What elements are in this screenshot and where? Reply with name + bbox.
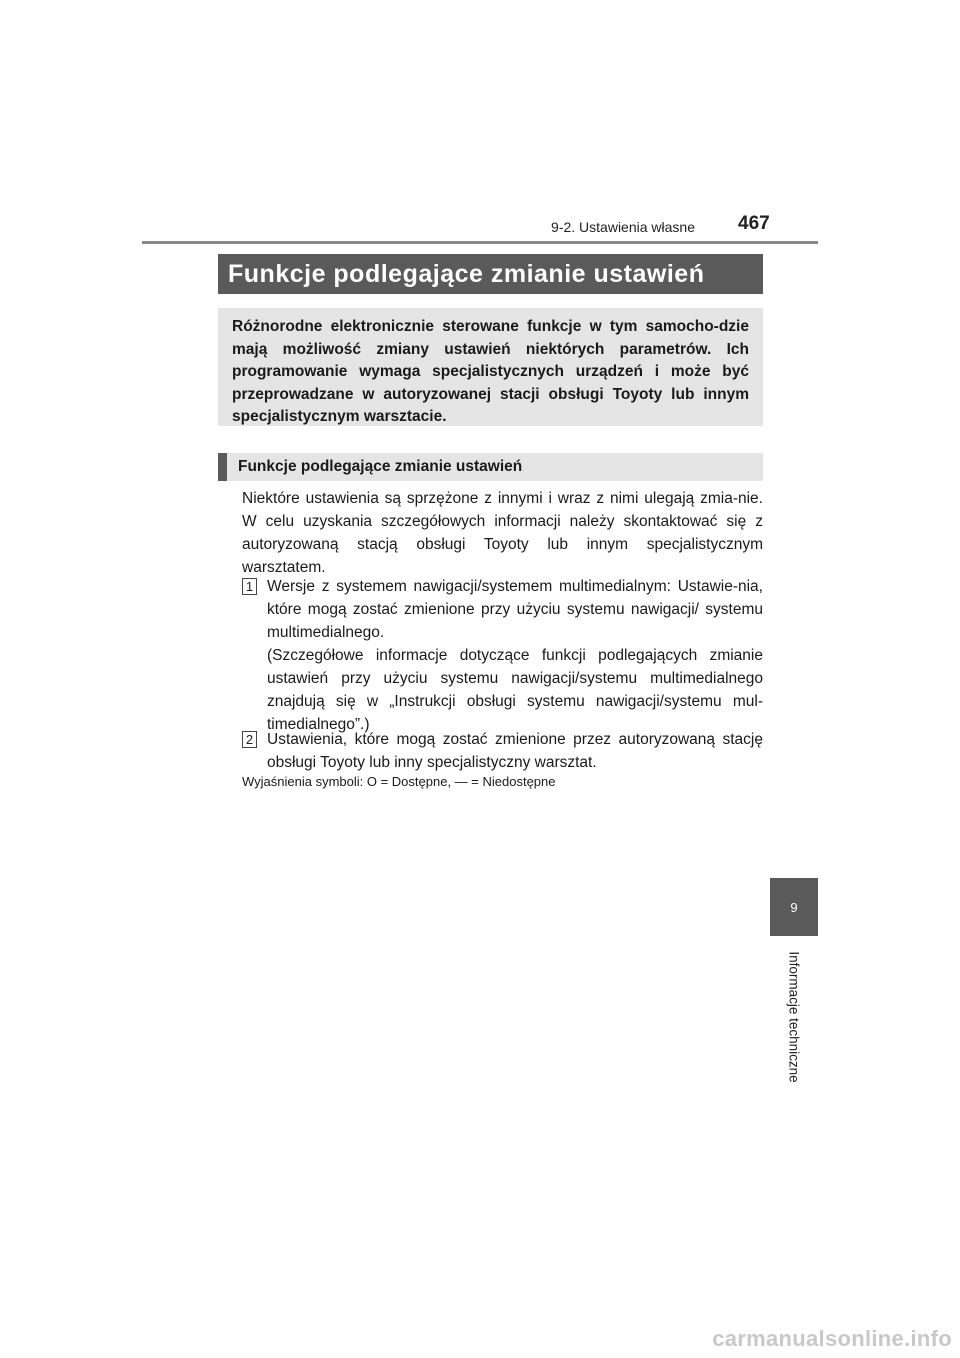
intro-text: Różnorodne elektronicznie sterowane funkcje w tym samocho-dzie mają możliwość zmiany ustawień niektórych parametrów. Ich programowanie wymaga specjalistycznych urządzeń i może być przeprowadzane w autoryzowanej stacji obsługi Toyoty lub innym specjalistycznym warsztacie.	[232, 318, 749, 425]
subheading: Funkcje podlegające zmianie ustawień	[238, 458, 523, 475]
item-text: Wersje z systemem nawigacji/systemem multimedialnym: Ustawie-nia, które mogą zostać zmienione przy użyciu systemu nawigacji/ systemu multimedialnego.	[267, 578, 763, 641]
body-paragraph: Niektóre ustawienia są sprzężone z innymi i wraz z nimi ulegają zmia-nie. W celu uzyskania szczegółowych informacji należy skontaktować się z autoryzowaną stacją obsługi Toyoty lub innym specjalistycznym warsztatem.	[242, 490, 763, 576]
intro-box	[218, 308, 763, 426]
watermark: carmanualsonline.info	[712, 1326, 952, 1351]
page-title: Funkcje podlegające zmianie ustawień	[228, 259, 705, 288]
header-section-title: 9-2. Ustawienia własne	[551, 219, 695, 235]
chapter-label: Informacje techniczne	[786, 951, 802, 1083]
numbered-item-2	[242, 728, 763, 774]
header-divider	[142, 241, 818, 244]
item-number-badge: 1	[242, 578, 257, 595]
item-note: (Szczegółowe informacje dotyczące funkcji podlegających zmianie ustawień przy użyciu systemu nawigacji/systemu multimedialnego znajdują się w „Instrukcji obsługi systemu nawigacji/systemu mul-timedialnego”.)	[267, 647, 763, 733]
chapter-number: 9	[790, 899, 798, 915]
symbol-legend: Wyjaśnienia symboli: O = Dostępne, — = Niedostępne	[242, 774, 556, 789]
chapter-tab	[770, 878, 818, 936]
page-title-bar	[218, 254, 763, 294]
item-number-badge: 2	[242, 731, 257, 748]
body-paragraph-container	[242, 487, 763, 579]
numbered-item-1	[242, 575, 763, 736]
item-text: Ustawienia, które mogą zostać zmienione przez autoryzowaną stację obsługi Toyoty lub inny specjalistyczny warsztat.	[267, 731, 763, 771]
page-number: 467	[738, 213, 770, 234]
subheading-bar	[218, 453, 763, 481]
